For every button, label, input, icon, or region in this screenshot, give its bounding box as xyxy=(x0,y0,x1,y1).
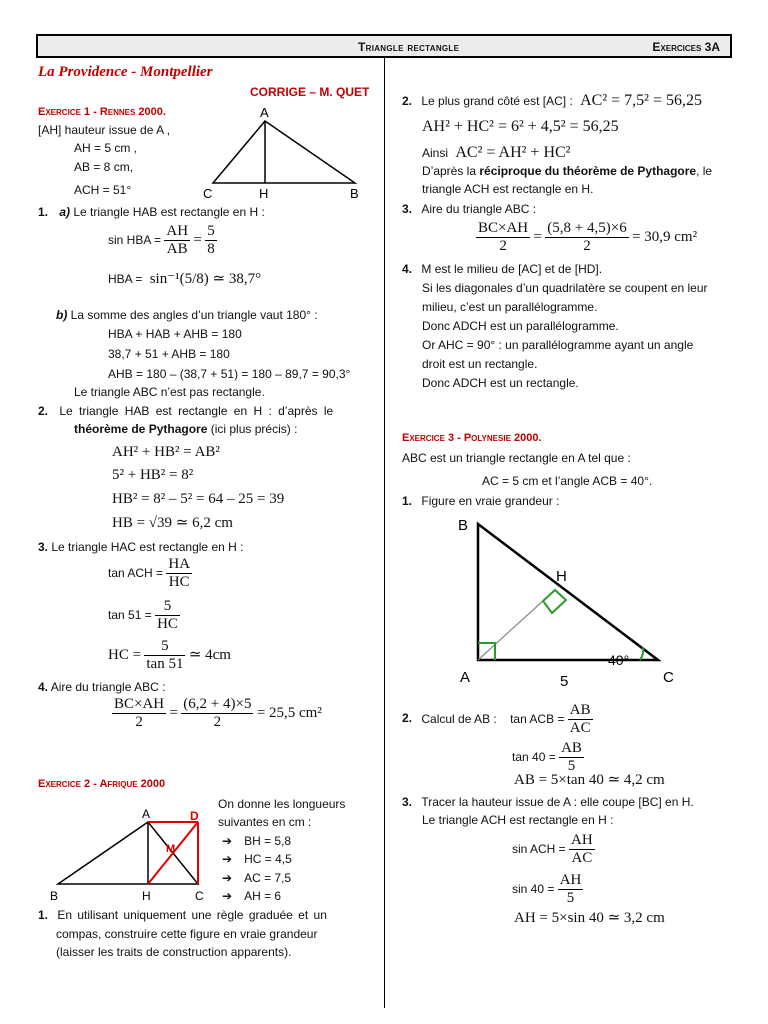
frac-den: 2 xyxy=(135,713,143,730)
tan-ach-eq xyxy=(108,556,192,590)
ex3-q3-num: 3. xyxy=(402,795,413,809)
frac-den: 5 xyxy=(567,757,576,774)
hba-label: HBA = xyxy=(108,272,143,286)
ex2-q3-eq: $\frac{BC\times AH}{2}$ = $\frac{(5,8 + 4,5)\times 6}{2}$ = 30,9 cm² xyxy=(478,220,698,254)
q2-text-b: (ici plus précis) : xyxy=(210,422,298,436)
pyt-eq-2: 5² + HB² = 8² xyxy=(112,467,194,483)
ex2-q2-eq2: AH² + HC² = 6² + 4,5² = 56,25 xyxy=(422,118,619,135)
ex1-conclusion: Le triangle ABC n’est pas rectangle. xyxy=(74,385,265,399)
arrow-icon: ➔ xyxy=(222,871,233,885)
fig-label-A: A xyxy=(260,105,269,120)
ex2-q4-line-4: Or AHC = 90° : un parallélogramme ayant un angle xyxy=(422,338,694,352)
ex3-q3-text-b: Le triangle ACH est rectangle en H : xyxy=(422,813,614,827)
ex1-data-2: AB = 8 cm, xyxy=(74,160,134,174)
ex2-q3-text: Aire du triangle ABC : xyxy=(421,202,537,216)
frac-den: 2 xyxy=(499,237,507,254)
dapres-a: D’après la xyxy=(422,164,477,178)
dapres-c: triangle ACH est rectangle en H. xyxy=(422,182,594,196)
frac-den: AC xyxy=(569,719,591,736)
ex2-q4-line-0: M est le milieu de [AC] et de [HD]. xyxy=(421,262,603,276)
ex2-q4-line-2: milieu, c’est un parallélogramme. xyxy=(422,300,598,314)
ex3-intro: ABC est un triangle rectangle en A tel que : xyxy=(402,451,631,465)
sin40-label: sin 40 = xyxy=(512,881,555,896)
ex3-intro-2: AC = 5 cm et l’angle ACB = 40°. xyxy=(482,474,653,488)
q1b-text: La somme des angles d’un triangle vaut 180° : xyxy=(70,308,318,322)
ex2-q2-text: Le plus grand côté est [AC] : xyxy=(421,94,573,108)
frac-num: BC×AH xyxy=(478,220,529,236)
fig2-label-M: M xyxy=(166,843,176,855)
q3-num: 3. xyxy=(38,540,49,554)
frac-den: tan 51 xyxy=(146,655,184,672)
ex1-triangle-figure xyxy=(195,105,370,203)
hba-value: sin⁻¹(5/8) ≃ 38,7° xyxy=(149,271,262,287)
frac-num: 5 xyxy=(207,223,215,239)
ex2-intro-2: suivantes en cm : xyxy=(218,815,312,829)
fig3-label-B: B xyxy=(458,517,469,534)
tan40-eq xyxy=(512,740,584,774)
ex2-q2-num: 2. xyxy=(402,94,413,108)
fig3-label-angle: 40° xyxy=(608,652,630,668)
fig3-label-5: 5 xyxy=(560,673,569,690)
ex2-item-2: AC = 7,5 xyxy=(244,871,292,885)
ex2-q1-line-0: En utilisant uniquement une règle graduée et un xyxy=(57,908,327,922)
tan-label: tan ACH = xyxy=(108,565,164,580)
frac-den: AC xyxy=(571,849,593,866)
fig3-label-A: A xyxy=(460,669,471,686)
pyt-eq-3: HB² = 8² – 5² = 64 – 25 = 39 xyxy=(112,491,285,507)
ex3-q1-text: Figure en vraie grandeur : xyxy=(421,494,560,508)
fig2-label-C: C xyxy=(195,889,204,903)
arrow-icon: ➔ xyxy=(222,852,233,866)
ex3-q2-text: Calcul de AB : xyxy=(421,711,497,726)
ex1-data-1: AH = 5 cm , xyxy=(74,141,138,155)
q1a-text: Le triangle HAB est rectangle en H : xyxy=(73,205,265,219)
ex2-q4-line-3: Donc ADCH est un parallélogramme. xyxy=(422,319,619,333)
q1-num: 1. xyxy=(38,205,49,219)
fig3-label-H: H xyxy=(556,568,567,585)
frac-num: BC×AH xyxy=(114,696,165,712)
ex1-data-3: ACH = 51° xyxy=(74,183,132,197)
ex2-item-1: HC = 4,5 xyxy=(244,852,292,866)
ainsi-eq: AC² = AH² + HC² xyxy=(455,144,571,161)
header-title: Triangle rectangle xyxy=(358,40,460,54)
frac-num: AB xyxy=(561,740,582,756)
tan51-eq xyxy=(108,598,180,632)
sin-ach-label: sin ACH = xyxy=(512,841,566,856)
q4-text: Aire du triangle ABC : xyxy=(50,680,166,694)
sin40-eq xyxy=(512,872,583,906)
ex3-figure xyxy=(450,510,690,690)
ex2-figure xyxy=(40,808,220,908)
ex2-q4-num: 4. xyxy=(402,262,413,276)
frac-den: 5 xyxy=(566,889,575,906)
fig3-label-C: C xyxy=(663,669,674,686)
ex2-title: Exercice 2 - Afrique 2000 xyxy=(38,778,166,790)
frac-num: 5 xyxy=(155,598,180,616)
page-header xyxy=(36,34,732,58)
frac-den: HC xyxy=(168,573,190,590)
ex2-item-3: AH = 6 xyxy=(244,889,282,903)
ex3-q2-num: 2. xyxy=(402,711,413,726)
fig-label-C: C xyxy=(203,186,213,201)
frac-num: AH xyxy=(559,872,582,888)
frac-den: 2 xyxy=(213,713,222,730)
sin-ach-eq xyxy=(512,832,595,866)
ex2-q1-line-2: (laisser les traits de construction apparents). xyxy=(56,945,292,959)
frac-num: AH xyxy=(166,223,189,239)
fig2-label-B: B xyxy=(50,889,59,903)
q3-text: Le triangle HAC est rectangle en H : xyxy=(51,540,244,554)
hc-value: ≃ 4cm xyxy=(188,647,231,663)
q4-num: 4. xyxy=(38,680,49,694)
fig-label-B: B xyxy=(350,186,359,201)
q2-num: 2. xyxy=(38,404,49,418)
fig-label-H: H xyxy=(259,186,269,201)
ex1-data-0: [AH] hauteur issue de A , xyxy=(38,123,171,137)
dapres-b: , le xyxy=(696,164,713,178)
sum-line-2: 38,7 + 51 + AHB = 180 xyxy=(108,347,230,361)
frac-den: AB xyxy=(166,240,188,257)
tan51-label: tan 51 = xyxy=(108,607,152,622)
ex2-intro-1: On donne les longueurs xyxy=(218,797,346,811)
pythagore-bold: théorème de Pythagore xyxy=(74,422,208,436)
ex2-q4-line-6: Donc ADCH est un rectangle. xyxy=(422,376,579,390)
q3-value: = 30,9 cm² xyxy=(632,229,698,245)
ex2-q1-line-1: compas, construire cette figure en vraie grandeur xyxy=(56,927,318,941)
frac-den: 8 xyxy=(207,240,215,257)
frac-den: 2 xyxy=(583,237,591,254)
pyt-eq-4: HB = √39 ≃ 6,2 cm xyxy=(112,515,233,531)
ah-result: AH = 5×sin 40 ≃ 3,2 cm xyxy=(514,910,665,926)
arrow-icon: ➔ xyxy=(222,834,233,848)
ex2-q4-line-5: droit est un rectangle. xyxy=(422,357,538,371)
aire-value: = 25,5 cm² xyxy=(256,705,322,721)
tan-acb-label: tan ACB = xyxy=(510,711,565,726)
frac-num: (6,2 + 4)×5 xyxy=(183,696,252,712)
frac-num: HA xyxy=(168,556,191,572)
ex3-title: Exercice 3 - Polynesie 2000. xyxy=(402,432,542,444)
ex2-q1-num: 1. xyxy=(38,908,49,922)
ab-result: AB = 5×tan 40 ≃ 4,2 cm xyxy=(514,772,665,788)
dapres-bold: réciproque du théorème de Pythagore xyxy=(479,164,697,178)
column-divider xyxy=(384,58,385,1008)
frac-num: AB xyxy=(569,702,591,718)
q1a-label: a) xyxy=(59,205,71,219)
header-exercise: Exercices 3A xyxy=(652,40,720,54)
ex3-q1-num: 1. xyxy=(402,494,413,508)
ex2-item-0: BH = 5,8 xyxy=(244,834,292,848)
sin-hba-eq: sin HBA = $\frac{AH}{AB}$ = $\frac{5}{8}$ xyxy=(108,223,215,257)
tan40-label: tan 40 = xyxy=(512,749,556,764)
aire-eq: $\frac{BC\times AH}{2}$ = $\frac{(6,2 + 4)\times 5}{2}$ = 25,5 cm² xyxy=(114,696,322,730)
sum-line-3: AHB = 180 – (38,7 + 51) = 180 – 89,7 = 90,3° xyxy=(108,367,351,381)
fig2-label-H: H xyxy=(142,889,151,903)
ex1-title: Exercice 1 - Rennes 2000. xyxy=(38,106,166,118)
ex2-q2-eq1: AC² = 7,5² = 56,25 xyxy=(580,92,702,109)
fig2-label-A: A xyxy=(142,808,151,821)
school-name: La Providence - Montpellier xyxy=(38,64,213,80)
arrow-icon: ➔ xyxy=(222,889,233,903)
frac-den: HC xyxy=(157,615,178,632)
ex2-q3-num: 3. xyxy=(402,202,413,216)
q1b-label: b) xyxy=(56,308,68,322)
frac-num: (5,8 + 4,5)×6 xyxy=(547,220,627,236)
ainsi-label: Ainsi xyxy=(422,146,449,160)
ex3-q2-line xyxy=(402,702,593,736)
hc-label: HC = xyxy=(108,647,142,663)
ex2-q4-line-1: Si les diagonales d’un quadrilatère se coupent en leur xyxy=(422,281,708,295)
pyt-eq-1: AH² + HB² = AB² xyxy=(112,444,220,460)
hc-eq xyxy=(108,638,231,672)
sin-label: sin HBA = xyxy=(108,232,162,247)
frac-num: AH xyxy=(571,832,593,848)
corrige: CORRIGE – M. QUET xyxy=(250,85,370,99)
q2-text: Le triangle HAB est rectangle en H : d’après le xyxy=(59,404,334,418)
fig2-label-D: D xyxy=(190,809,199,823)
ex3-q3-text-a: Tracer la hauteur issue de A : elle coupe [BC] en H. xyxy=(421,795,694,809)
frac-num: 5 xyxy=(144,638,185,656)
sum-line-1: HBA + HAB + AHB = 180 xyxy=(108,327,242,341)
